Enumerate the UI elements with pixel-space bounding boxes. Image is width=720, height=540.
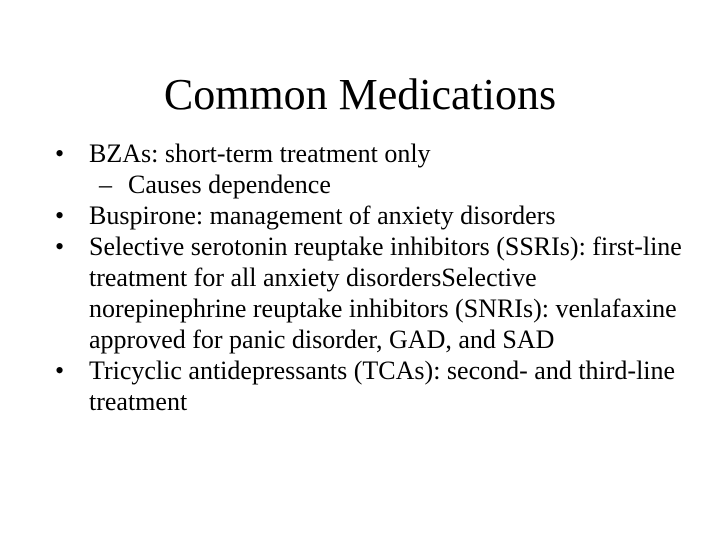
bullet-item-bzas [55, 138, 685, 169]
bullet-text: Selective serotonin reuptake inhibitors (SSRIs): first-line treatment for all anxiety disordersSelective norepinephrine reuptake inhibitors (SNRIs): venlafaxine approved for panic disorder, GAD, and SAD [89, 232, 682, 354]
bullet-item-ssris [55, 231, 685, 355]
bullet-text: BZAs: short-term treatment only [89, 139, 431, 168]
bullet-item-buspirone [55, 200, 685, 231]
slide-title: Common Medications [163, 70, 557, 119]
dash-icon: – [99, 170, 112, 199]
bullet-text: Buspirone: management of anxiety disorders [89, 201, 556, 230]
bullet-text: Tricyclic antidepressants (TCAs): second- and third-line treatment [89, 356, 676, 416]
bullet-icon: • [55, 232, 65, 261]
bullet-item-tcas [55, 355, 685, 417]
bullet-icon: • [55, 201, 65, 230]
sub-bullet-text: Causes dependence [128, 170, 331, 199]
bullet-list [55, 138, 685, 417]
bullet-icon: • [55, 356, 65, 385]
bullet-icon: • [55, 139, 65, 168]
sub-bullet-item [55, 169, 685, 200]
